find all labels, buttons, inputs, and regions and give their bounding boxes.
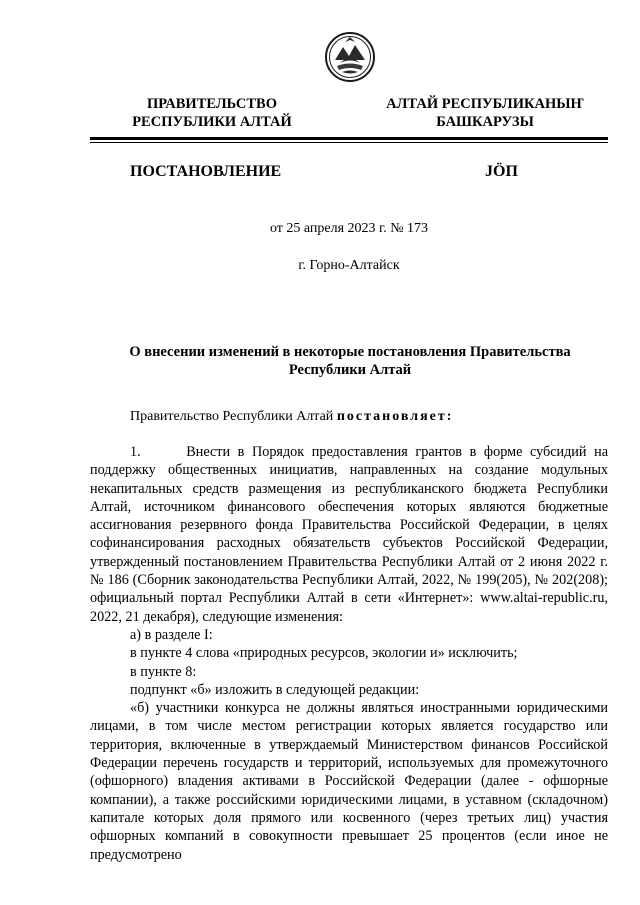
doc-type-altai: JÖП xyxy=(485,163,518,180)
document-body xyxy=(90,443,608,864)
decree-verb: постановляет: xyxy=(336,409,454,424)
header-left-line1: ПРАВИТЕЛЬСТВО xyxy=(147,96,277,112)
document-title: О внесении изменений в некоторые постановления Правительства Республики Алтай xyxy=(129,344,571,378)
decree-prefix: Правительство Республики Алтай xyxy=(130,409,334,424)
document-date-number: от 25 апреля 2023 г. № 173 xyxy=(269,221,429,236)
government-name-altai xyxy=(380,95,590,131)
header-divider-thick xyxy=(90,137,608,140)
header-right-line2: БАШКАРУЗЫ xyxy=(436,114,534,130)
paragraph-1: 1. Внести в Порядок предоставления грантов в форме субсидий на поддержку общественных инициатив, направленных на создание модульных некапитальных средств размещения из республиканского бюджета Республики Алтай, источником финансового обеспечения которых являются бюджетные ассигнования резервного фонда Правительства Российской Федерации, в целях софинансирования расходных обязательств субъектов Российской Федерации, утвержденный постановлением Правительства Республики Алтай от 2 июня 2022 г. № 186 (Сборник законодательства Республики Алтай, 2022, № 199(205), № 202(208); официальный портал Республики Алтай в сети «Интернет»: www.altai-republic.ru, 2022, 21 декабря), следующие изменения: xyxy=(90,444,608,625)
doc-type-russian: ПОСТАНОВЛЕНИЕ xyxy=(130,163,282,180)
coat-of-arms-emblem xyxy=(325,30,375,84)
paragraph-section-a: а) в разделе I: xyxy=(130,626,213,643)
paragraph-subpoint-b-text: «б) участники конкурса не должны являться иностранными юридическими лицами, в том числе местом регистрации которых является государство или территория, включенные в утверждаемый Министерством финансов Российской Федерации перечень государств и территорий, используемых для промежуточного (офшорного) владения активами в Российской Федерации (далее - офшорные компании), а также российскими юридическими лицами, в уставном (складочном) капитале которых доля прямого или косвенного (через третьих лиц) участия офшорных компаний в совокупности превышает 25 процентов (если иное не предусмотрено xyxy=(90,700,608,863)
header-left-line2: РЕСПУБЛИКИ АЛТАЙ xyxy=(132,114,292,130)
paragraph-point-4: в пункте 4 слова «природных ресурсов, экологии и» исключить; xyxy=(130,645,518,662)
header-right-line1: АЛТАЙ РЕСПУБЛИКАНЫҤ xyxy=(386,96,584,112)
paragraph-point-8: в пункте 8: xyxy=(130,663,197,680)
header-divider-thin xyxy=(90,142,608,143)
decree-line xyxy=(130,409,453,425)
government-name-russian xyxy=(112,95,312,131)
document-city: г. Горно-Алтайск xyxy=(298,258,400,273)
paragraph-subpoint-b: подпункт «б» изложить в следующей редакции: xyxy=(130,681,420,698)
